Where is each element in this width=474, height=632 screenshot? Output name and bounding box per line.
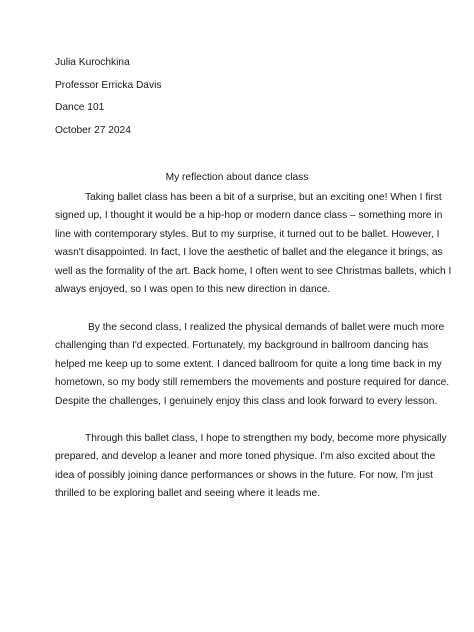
paragraph-line: hometown, so my body still remembers the movements and posture required for dance. xyxy=(55,377,450,389)
paragraph-line: well as the formality of the art. Back home, I often went to see Christmas ballets, which I xyxy=(55,265,452,277)
paragraph-line: Despite the challenges, I genuinely enjoy this class and look forward to every lesson. xyxy=(55,395,438,407)
paragraph-line: line with contemporary styles. But to my surprise, it turned out to be ballet. However, I xyxy=(55,228,440,240)
paragraph-line: wasn't disappointed. In fact, I love the aesthetic of ballet and the elegance it brings, as xyxy=(55,247,443,259)
paragraph-line: idea of possibly joining dance performances or shows in the future. For now, I'm just xyxy=(55,469,433,481)
paragraph-line: signed up, I thought it would be a hip-hop or modern dance class – something more in xyxy=(55,210,443,222)
document-header xyxy=(55,56,161,146)
author-name: Julia Kurochkina xyxy=(55,57,130,68)
professor-name: Professor Erricka Davis xyxy=(55,79,162,91)
paragraph-line: prepared, and develop a leaner and more toned physique. I'm also excited about the xyxy=(55,451,436,463)
paragraph-3 xyxy=(55,430,447,504)
paragraph-line: By the second class, I realized the physical demands of ballet were much more xyxy=(88,322,445,333)
document-title: My reflection about dance class xyxy=(165,172,309,183)
paragraph-2 xyxy=(55,319,450,411)
paragraph-line: Through this ballet class, I hope to strengthen my body, become more physically xyxy=(85,433,447,444)
paragraph-1 xyxy=(55,189,452,299)
paragraph-line: helped me keep up to some extent. I danced ballroom for quite a long time back in my xyxy=(55,358,442,370)
paragraph-line: Taking ballet class has been a bit of a surprise, but an exciting one! When I first xyxy=(85,192,442,203)
document-date: October 27 2024 xyxy=(55,124,131,136)
paragraph-line: always enjoyed, so I was open to this new direction in dance. xyxy=(55,284,331,296)
course-name: Dance 101 xyxy=(55,102,105,113)
paragraph-line: thrilled to be exploring ballet and seeing where it leads me. xyxy=(55,488,321,500)
paragraph-line: challenging than I'd expected. Fortunately, my background in ballroom dancing has xyxy=(55,340,429,352)
